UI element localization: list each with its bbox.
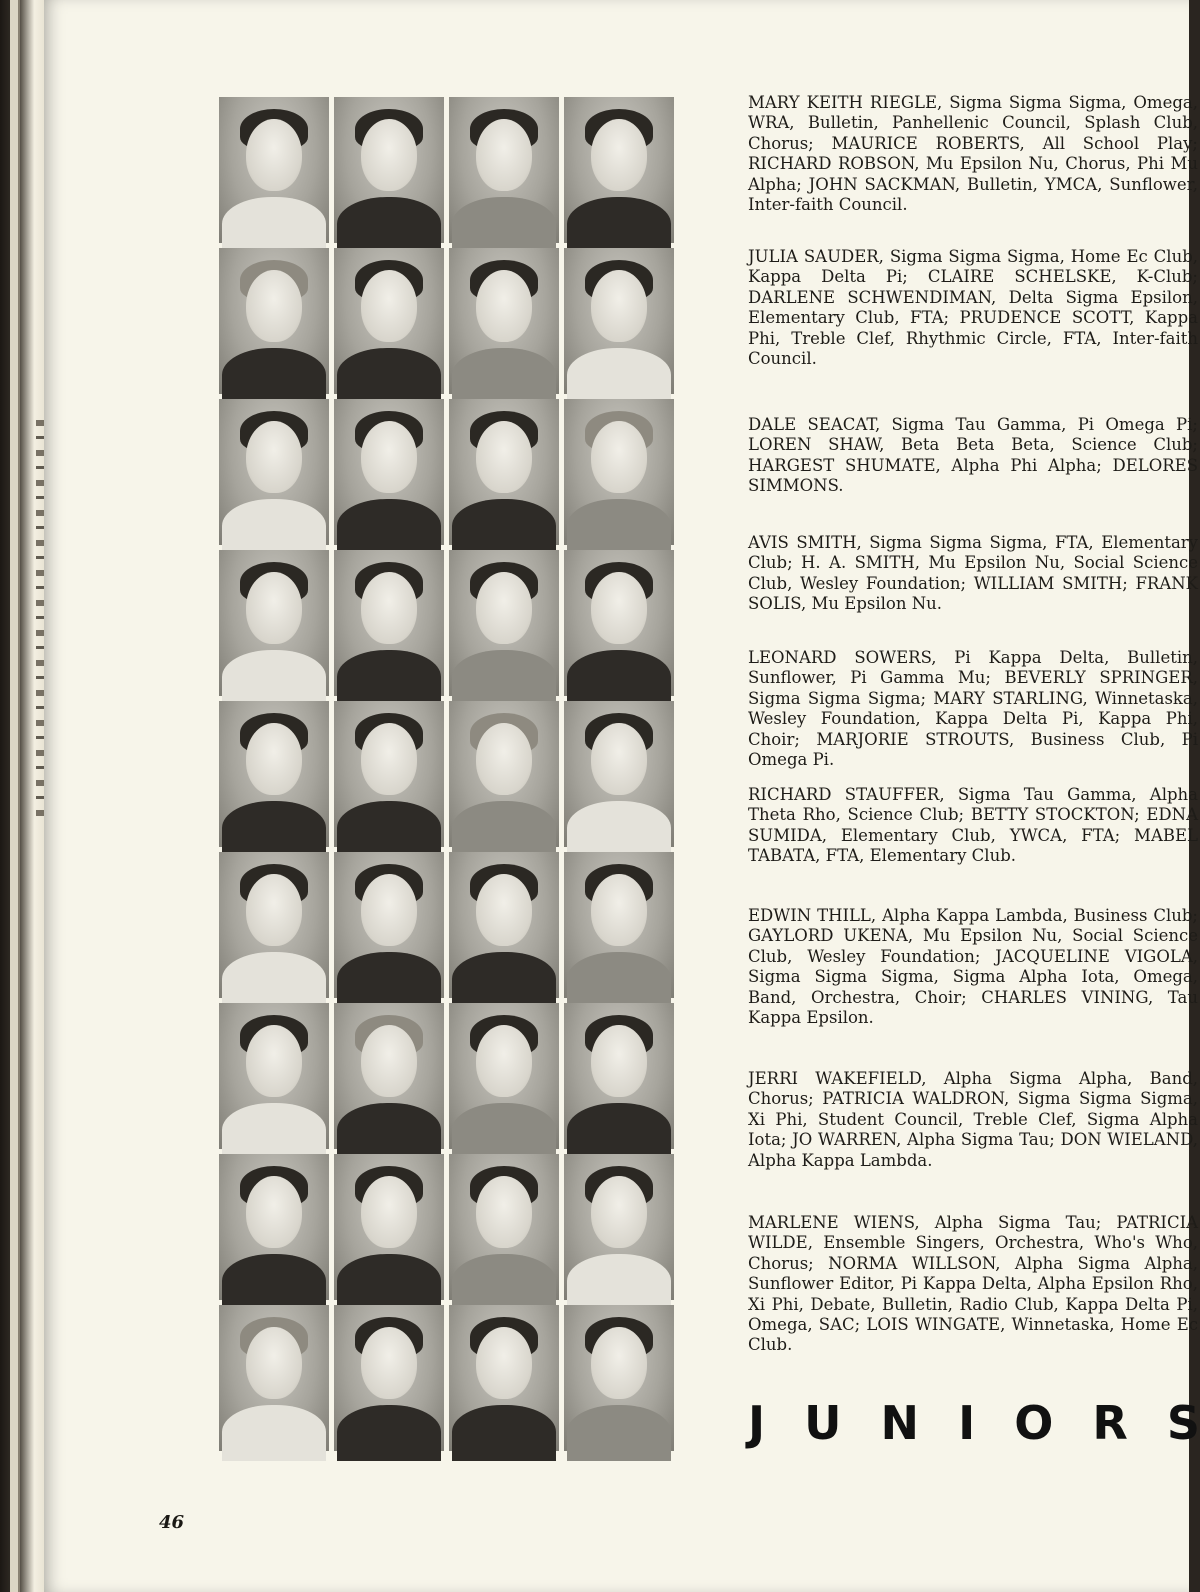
section-title-letter: U xyxy=(804,1396,842,1450)
student-portrait xyxy=(564,97,674,243)
student-portrait xyxy=(334,1003,444,1149)
student-portrait xyxy=(564,550,674,696)
student-portrait xyxy=(449,1003,559,1149)
student-portrait xyxy=(334,399,444,545)
caption-entry: MARLENE WIENS, Alpha Sigma Tau; PATRICIA WILDE, Ensemble Singers, Orchestra, Who's Who, Chorus; NORMA WILLSON, Alpha Sigma Alpha, Sunflower Editor, Pi Kappa Delta, Alpha Epsilon Rho, Xi Phi, Debate, Bulletin, Radio Club, Kappa Delta Pi, Omega, SAC; LOIS WINGATE, Winnetaska, Home Ec Club. xyxy=(748,1213,1198,1355)
student-portrait xyxy=(334,97,444,243)
section-title-letter: J xyxy=(748,1396,766,1450)
caption-entry: MARY KEITH RIEGLE, Sigma Sigma Sigma, Omega, WRA, Bulletin, Panhellenic Council, Splash Club, Chorus; MAURICE ROBERTS, All School Play; RICHARD ROBSON, Mu Epsilon Nu, Chorus, Phi Mu Alpha; JOHN SACKMAN, Bulletin, YMCA, Sunflower, Inter-faith Council. xyxy=(748,93,1198,215)
student-portrait xyxy=(449,97,559,243)
student-portrait xyxy=(564,701,674,847)
student-portrait xyxy=(564,1154,674,1300)
section-title-letter: I xyxy=(958,1396,976,1450)
student-portrait xyxy=(219,248,329,394)
student-portrait xyxy=(334,1305,444,1451)
student-portrait xyxy=(564,852,674,998)
student-portrait xyxy=(219,97,329,243)
student-portrait xyxy=(449,852,559,998)
student-portrait xyxy=(219,399,329,545)
student-portrait xyxy=(449,248,559,394)
student-portrait xyxy=(564,399,674,545)
student-portrait xyxy=(334,550,444,696)
student-portrait xyxy=(219,701,329,847)
caption-entry: AVIS SMITH, Sigma Sigma Sigma, FTA, Elementary Club; H. A. SMITH, Mu Epsilon Nu, Social Science Club, Wesley Foundation; WILLIAM SMITH; FRANK SOLIS, Mu Epsilon Nu. xyxy=(748,533,1198,614)
book-binding xyxy=(0,0,44,1592)
yearbook-page xyxy=(44,0,1200,1592)
section-title-letter: N xyxy=(880,1396,920,1450)
caption-entry: JULIA SAUDER, Sigma Sigma Sigma, Home Ec Club, Kappa Delta Pi; CLAIRE SCHELSKE, K-Club; DARLENE SCHWENDIMAN, Delta Sigma Epsilon, Elementary Club, FTA; PRUDENCE SCOTT, Kappa Phi, Treble Clef, Rhythmic Circle, FTA, Inter-faith Council. xyxy=(748,247,1198,369)
portrait-grid xyxy=(219,97,674,1451)
student-portrait xyxy=(564,1305,674,1451)
student-portrait xyxy=(219,1003,329,1149)
student-portrait xyxy=(449,550,559,696)
page-number: 46 xyxy=(159,1512,185,1533)
section-title-letter: S xyxy=(1166,1396,1200,1450)
section-title-letter: R xyxy=(1092,1396,1128,1450)
adjacent-page-edge xyxy=(10,0,20,1592)
student-portrait xyxy=(219,852,329,998)
student-portrait xyxy=(334,1154,444,1300)
student-portrait xyxy=(219,550,329,696)
student-portrait xyxy=(564,1003,674,1149)
student-portrait xyxy=(449,399,559,545)
caption-entry: LEONARD SOWERS, Pi Kappa Delta, Bulletin, Sunflower, Pi Gamma Mu; BEVERLY SPRINGER, Sigma Sigma Sigma; MARY STARLING, Winnetaska, Wesley Foundation, Kappa Delta Pi, Kappa Phi, Choir; MARJORIE STROUTS, Business Club, Pi Omega Pi. xyxy=(748,648,1198,770)
caption-entry: RICHARD STAUFFER, Sigma Tau Gamma, Alpha Theta Rho, Science Club; BETTY STOCKTON; EDNA SUMIDA, Elementary Club, YWCA, FTA; MABEL TABATA, FTA, Elementary Club. xyxy=(748,785,1198,866)
student-portrait xyxy=(564,248,674,394)
student-portrait xyxy=(449,1305,559,1451)
caption-entry: DALE SEACAT, Sigma Tau Gamma, Pi Omega Pi; LOREN SHAW, Beta Beta Beta, Science Club; HARGEST SHUMATE, Alpha Phi Alpha; DELORES SIMMONS. xyxy=(748,415,1198,496)
section-title xyxy=(748,1396,1200,1450)
caption-entry: JERRI WAKEFIELD, Alpha Sigma Alpha, Band, Chorus; PATRICIA WALDRON, Sigma Sigma Sigma, Xi Phi, Student Council, Treble Clef, Sigma Alpha Iota; JO WARREN, Alpha Sigma Tau; DON WIELAND, Alpha Kappa Lambda. xyxy=(748,1069,1198,1170)
student-portrait xyxy=(449,701,559,847)
adjacent-page-print-marks xyxy=(36,420,44,820)
student-portrait xyxy=(334,248,444,394)
student-portrait xyxy=(334,701,444,847)
student-portrait xyxy=(334,852,444,998)
student-portrait xyxy=(449,1154,559,1300)
student-portrait xyxy=(219,1305,329,1451)
caption-entry: EDWIN THILL, Alpha Kappa Lambda, Business Club; GAYLORD UKENA, Mu Epsilon Nu, Social Science Club, Wesley Foundation; JACQUELINE VIGOLA, Sigma Sigma Sigma, Sigma Alpha Iota, Omega, Band, Orchestra, Choir; CHARLES VINING, Tau Kappa Epsilon. xyxy=(748,906,1198,1028)
student-portrait xyxy=(219,1154,329,1300)
section-title-letter: O xyxy=(1014,1396,1054,1450)
